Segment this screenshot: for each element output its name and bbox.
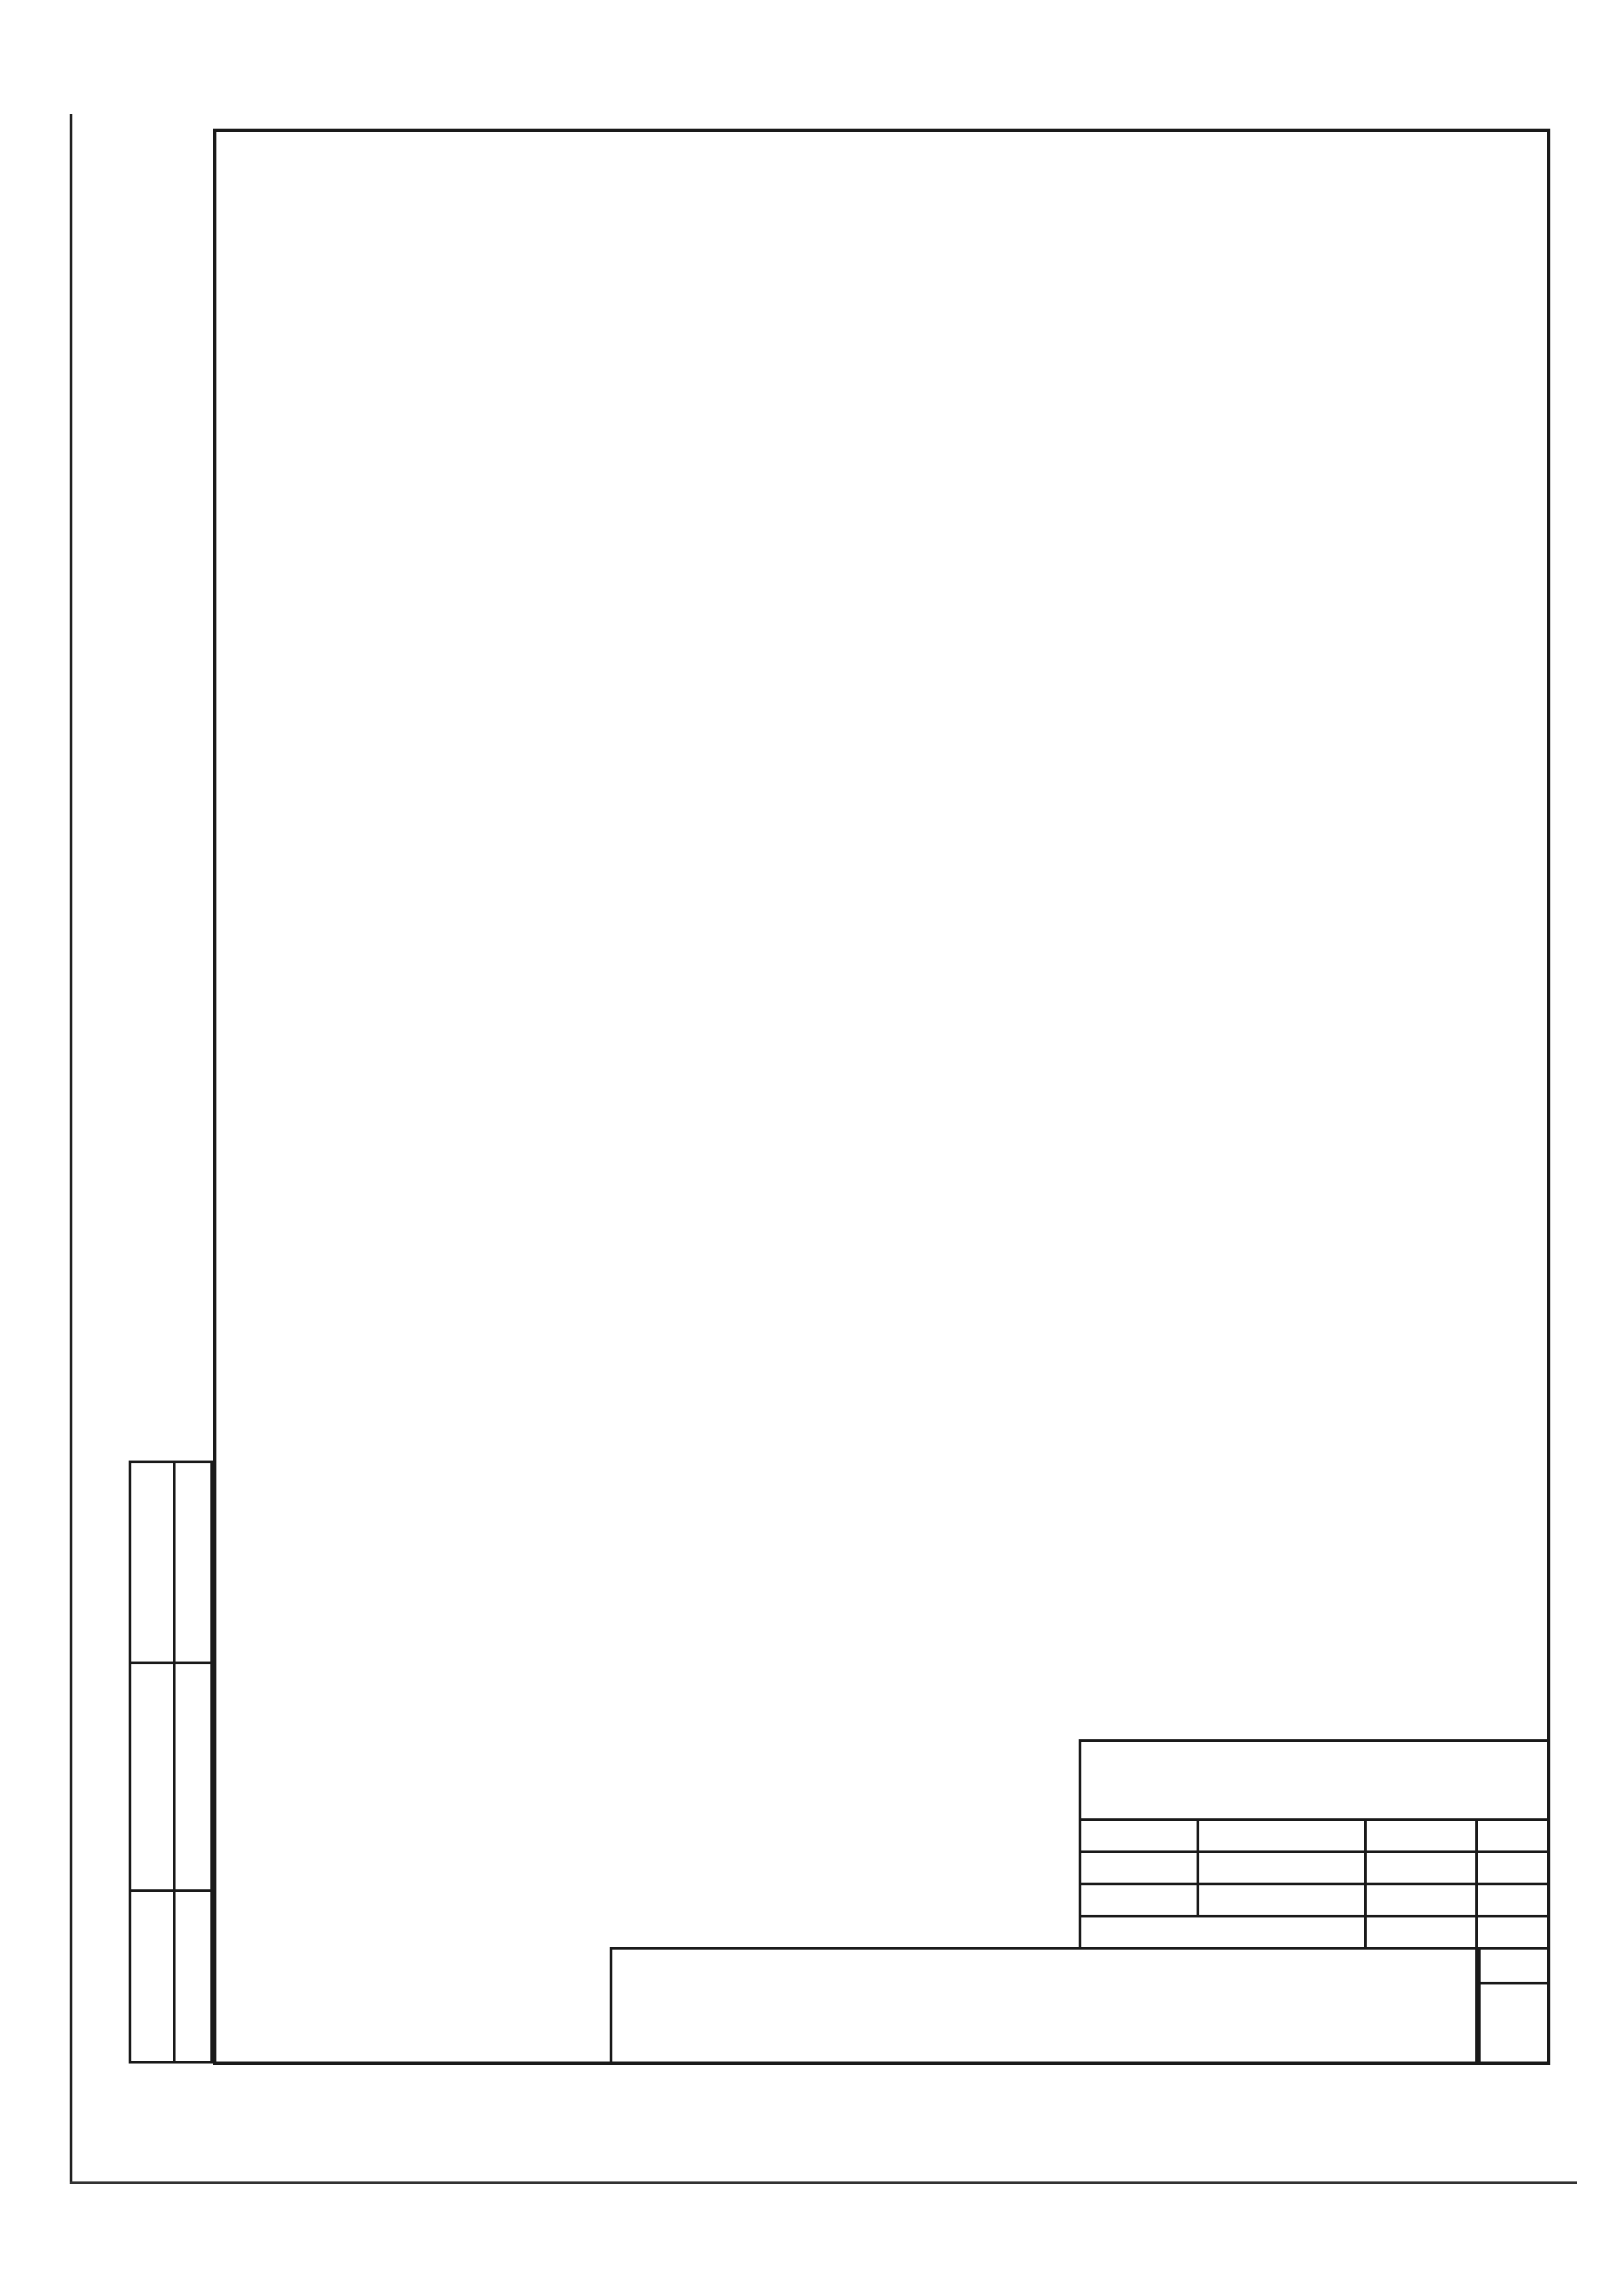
body-line bbox=[273, 1413, 1533, 1475]
designation-cell bbox=[610, 1947, 1481, 2065]
body-line bbox=[273, 608, 1533, 671]
body-line bbox=[273, 484, 1533, 546]
side-stamp-strip bbox=[129, 1461, 213, 2064]
document-body bbox=[273, 234, 1533, 1787]
body-line bbox=[273, 546, 1533, 608]
body-line bbox=[273, 1600, 1533, 1662]
page-left-rule bbox=[70, 114, 72, 2184]
side-label-original-inv bbox=[133, 1892, 173, 2061]
page-number-cell bbox=[1475, 1982, 1550, 2065]
body-line bbox=[273, 421, 1533, 484]
inv-no-cell bbox=[1079, 1915, 1367, 1950]
page-bottom-rule bbox=[70, 2181, 1577, 2184]
body-line bbox=[273, 858, 1533, 920]
body-line bbox=[273, 297, 1533, 359]
body-line bbox=[273, 1662, 1533, 1725]
side-cell-replaced-inv bbox=[131, 1463, 210, 1664]
section-heading bbox=[273, 967, 1533, 1029]
body-line bbox=[273, 1475, 1533, 1538]
body-line bbox=[273, 1288, 1533, 1351]
body-line bbox=[273, 671, 1533, 733]
body-line bbox=[273, 359, 1533, 421]
body-line bbox=[273, 1226, 1533, 1288]
page-label-cell bbox=[1475, 1947, 1550, 1984]
body-line bbox=[273, 1101, 1533, 1164]
body-line bbox=[273, 1351, 1533, 1413]
tied-to-cell bbox=[1079, 1739, 1550, 1821]
side-cell-signature bbox=[131, 1664, 210, 1892]
side-cell-original-inv bbox=[131, 1892, 210, 2061]
body-line bbox=[273, 733, 1533, 795]
body-line bbox=[273, 1164, 1533, 1226]
body-line bbox=[273, 234, 1533, 297]
side-label-replaced-inv bbox=[133, 1463, 173, 1662]
body-line bbox=[273, 795, 1533, 858]
side-label-signature bbox=[133, 1664, 173, 1889]
body-line bbox=[273, 1538, 1533, 1600]
